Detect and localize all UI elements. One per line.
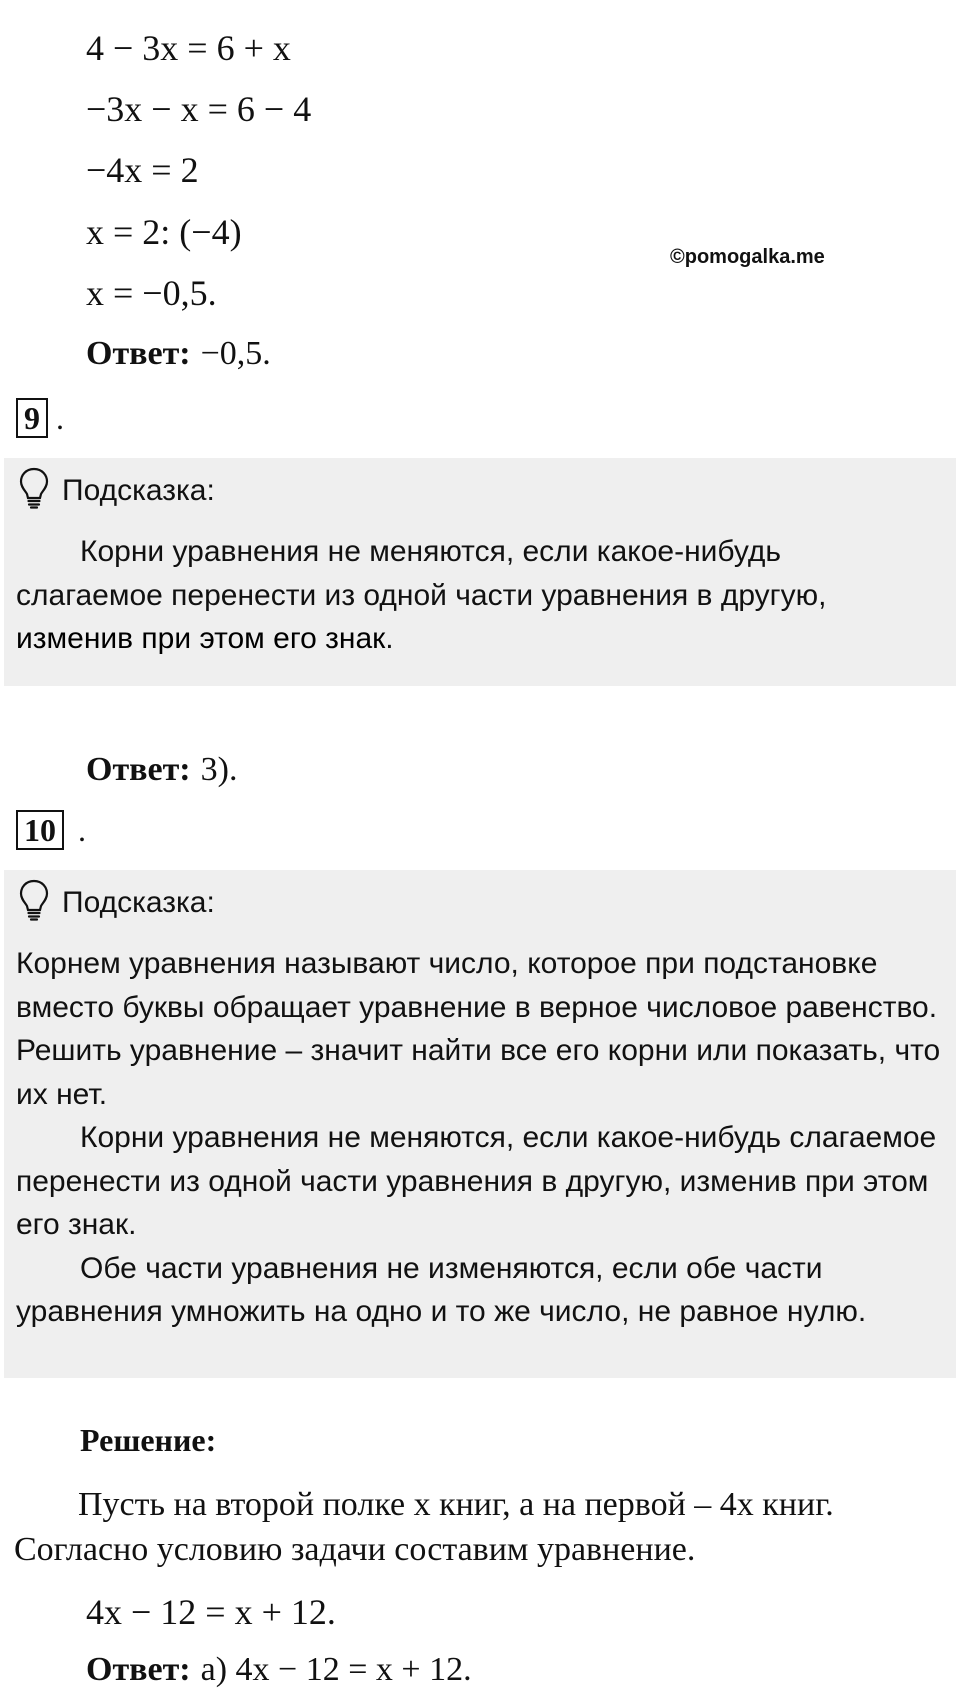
answer-value: −0,5. — [200, 335, 271, 372]
solution-paragraph: Пусть на второй полке x книг, а на первой – 4x книг. Согласно условию задачи составим уравнение. — [14, 1486, 834, 1568]
hint-paragraph-4: Обе части уравнения не изменяются, если обе части уравнения умножить на одно и то же число, не равное нулю. — [16, 1251, 867, 1328]
hint-text-emphasis: изменив при этом его знак — [16, 622, 386, 655]
hint-text — [16, 942, 946, 1334]
hint-box-10 — [4, 870, 956, 1378]
answer-line-10 — [86, 1650, 472, 1690]
solution-equation: 4x − 12 = x + 12. — [86, 1592, 336, 1632]
equation-line-2: −3x − x = 6 − 4 — [86, 89, 312, 129]
equation-line-1: 4 − 3x = 6 + x — [86, 28, 291, 68]
task-number-10: 10 — [16, 810, 64, 850]
task-number-dot-9: . — [56, 400, 64, 436]
answer-line-top — [86, 334, 271, 374]
task-number-dot-10: . — [78, 812, 86, 848]
hint-text — [16, 530, 936, 661]
answer-label: Ответ: — [86, 335, 191, 372]
answer-value: а) 4x − 12 = x + 12. — [200, 1651, 472, 1688]
hint-title: Подсказка: — [62, 885, 215, 919]
hint-header — [18, 466, 215, 515]
answer-label: Ответ: — [86, 1651, 191, 1688]
answer-line-9 — [86, 750, 237, 790]
solution-title: Решение: — [80, 1422, 217, 1458]
hint-header — [18, 878, 215, 927]
lightbulb-icon — [18, 466, 50, 515]
hint-paragraph-3: Корни уравнения не меняются, если какое-нибудь слагаемое перенести из одной части уравнения в другую, изменив при этом его знак. — [16, 1121, 937, 1241]
hint-box-9 — [4, 458, 956, 686]
solution-text — [14, 1482, 934, 1572]
answer-label: Ответ: — [86, 751, 191, 788]
hint-text-main: Корни уравнения не меняются, если какое-нибудь слагаемое перенести из одной части уравнения в другую, — [16, 535, 827, 612]
hint-title: Подсказка: — [62, 473, 215, 507]
answer-value: 3). — [200, 751, 238, 788]
watermark: ©pomogalka.me — [670, 246, 825, 268]
equation-line-3: −4x = 2 — [86, 150, 199, 190]
task-number-9: 9 — [16, 398, 48, 438]
hint-paragraph-2: Решить уравнение – значит найти все его корни или показать, что их нет. — [16, 1034, 941, 1111]
hint-paragraph-1: Корнем уравнения называют число, которое при подстановке вместо буквы обращает уравнение в верное числовое равенство. — [16, 947, 938, 1024]
equation-line-5: x = −0,5. — [86, 273, 217, 313]
equation-line-4: x = 2: (−4) — [86, 212, 242, 252]
hint-text-end: . — [385, 622, 394, 655]
lightbulb-icon — [18, 878, 50, 927]
